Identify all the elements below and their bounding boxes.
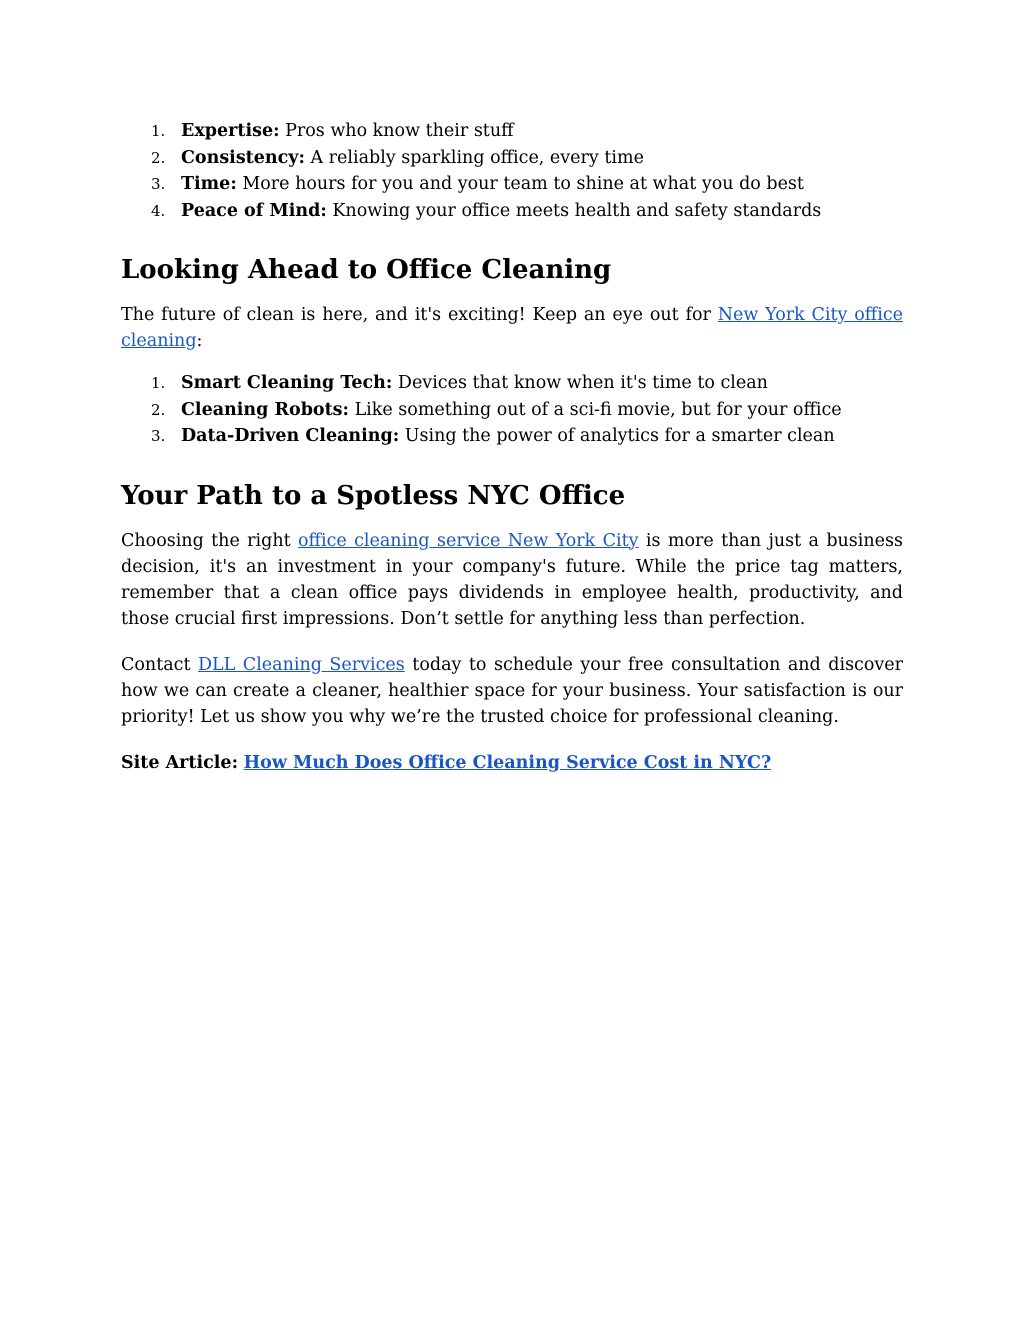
site-article-label: Site Article: (121, 752, 239, 773)
section-heading-spotless-office: Your Path to a Spotless NYC Office (121, 480, 626, 511)
paragraph-text: Contact (121, 654, 199, 675)
list-number: 2. (151, 148, 166, 167)
contact-paragraph (121, 652, 903, 730)
paragraph-text: is more than just a business decision, it's an investment in your company's future. While the price tag matters, remember that a clean office pays dividends in employee health, productivity, and those crucial first impressions. Don’t settle for anything less than perfection. (121, 530, 903, 629)
list-term: Data-Driven Cleaning: (181, 426, 400, 446)
list-item (121, 397, 903, 424)
list-item (121, 423, 903, 450)
list-item (121, 198, 903, 225)
list-text: A reliably sparkling office, every time (304, 147, 644, 168)
list-term: Cleaning Robots: (181, 399, 349, 420)
list-text: Pros who know their stuff (279, 121, 514, 141)
list-item (121, 370, 903, 397)
list-term: Peace of Mind: (181, 200, 327, 221)
office-cleaning-service-link[interactable]: office cleaning service New York City (298, 530, 639, 551)
paragraph-text: The future of clean is here, and it's exciting! Keep an eye out for (121, 305, 718, 325)
list-number: 1. (151, 122, 166, 140)
list-text: Knowing your office meets health and safety standards (326, 200, 822, 221)
list-text: Devices that know when it's time to clean (392, 373, 768, 393)
document-page (121, 118, 903, 776)
site-article-line (121, 750, 903, 776)
future-paragraph (121, 302, 903, 354)
list-term: Expertise: (181, 121, 280, 141)
list-item (121, 171, 903, 198)
section-heading-looking-ahead: Looking Ahead to Office Cleaning (121, 255, 612, 285)
list-number: 3. (151, 175, 166, 193)
list-number: 1. (151, 374, 166, 392)
site-article-link[interactable]: How Much Does Office Cleaning Service Cost in NYC? (243, 752, 772, 773)
list-term: Time: (181, 174, 237, 194)
future-tech-list (121, 370, 903, 450)
nyc-office-cleaning-link[interactable]: New York City office cleaning (121, 305, 903, 351)
dll-cleaning-services-link[interactable]: DLL Cleaning Services (198, 654, 405, 675)
list-item (121, 145, 903, 172)
list-text: Like something out of a sci-fi movie, but for your office (349, 399, 842, 420)
list-term: Consistency: (181, 147, 305, 168)
benefits-list (121, 118, 903, 224)
choosing-paragraph (121, 528, 903, 632)
list-number: 4. (151, 201, 166, 220)
list-item (121, 118, 903, 145)
list-term: Smart Cleaning Tech: (181, 373, 393, 393)
paragraph-text: today to schedule your free consultation and discover how we can create a cleaner, healthier space for your business. Your satisfaction is our priority! Let us show you why we’re the trusted choice for professional cleaning. (121, 654, 903, 727)
list-number: 2. (151, 400, 166, 419)
list-number: 3. (151, 427, 166, 445)
paragraph-text: : (196, 331, 203, 351)
list-text: More hours for you and your team to shine at what you do best (236, 174, 804, 194)
list-text: Using the power of analytics for a smarter clean (399, 426, 835, 446)
paragraph-text: Choosing the right (121, 530, 299, 551)
